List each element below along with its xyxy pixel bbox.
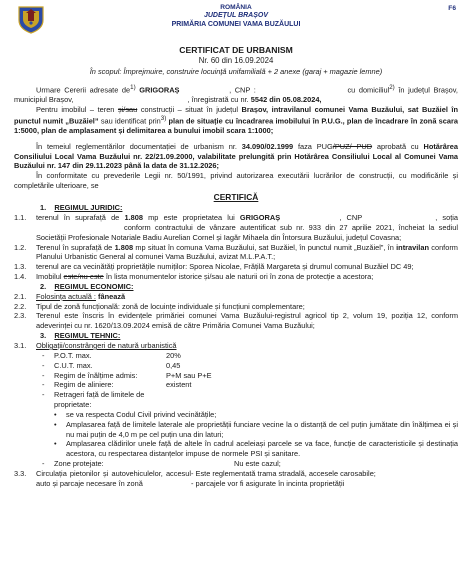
item-1-3: 1.3. terenul are ca vecinătăți proprietățile numiților: Sporea Nicolae, Frățilă Margareta și drumul comunal Buzăiel DC 49; [14, 262, 414, 272]
document-title: CERTIFICAT DE URBANISM [179, 45, 293, 55]
letterhead [14, 3, 458, 37]
section-heading-economic: 2. REGIMUL ECONOMIC: [40, 281, 134, 291]
current-use-value: fânează [98, 291, 126, 301]
section-heading-tehnic: 3. REGIMUL TEHNIC: [40, 331, 121, 341]
cut-row: - C.U.T. max. 0,45 [42, 360, 181, 370]
setbacks-row: - Retrageri față de limitele de proprietate: [42, 390, 145, 410]
certifies-heading: CERTIFICĂ [213, 192, 259, 202]
owner-name: GRIGORAȘ [239, 213, 281, 223]
item-2-1: 2.1. Folosința actuală : fânează [14, 291, 126, 301]
intro-paragraph-law: În conformitate cu prevederile Legii nr. 50/1991, privind autorizarea executării lucrărilor de construcții, cu modificările și completările ulterioare, se [14, 171, 458, 191]
county-name: JUDEȚUL BRAȘOV [203, 12, 269, 20]
intro-paragraph-legal-basis: În temeiul reglementărilor documentației de urbanism nr. 34.090/02.1999 faza PUG/PUZ/ PUD aprobată cu Hotărârea Consiliului Local Vama Buzăului nr. 22/21.09.2000, valabilitate prelungită prin Hotărârea Consiliului Local al Comunei Vama Buzăului nr. 147 din 29.11.2023 până la data de 31.12.2026; [14, 141, 458, 171]
country-name: ROMÂNIA [220, 4, 252, 11]
intro-paragraph-property: Pentru imobilul – teren și/sau construcții – situat în județul Brașov, intravilanul comunei Vama Buzăului, sat Buzăiel în punctul numit „Buzăiel” sau identificat prin$^{3)}$ plan de situație cu încadrarea imobilului în P.U.G., plan de încadrare în zonă scara 1:5000, plan de amplasament și delimitarea a bunului imobil scara 1:1000; [14, 104, 458, 135]
institution-name: PRIMĂRIA COMUNEI VAMA BUZĂULUI [171, 20, 301, 28]
document-number: Nr. 60 din 16.09.2024 [198, 56, 274, 66]
item-1-2: 1.2. Terenul în suprafață de 1.808 mp situat în comuna Vama Buzăului, sat Buzăiel, în punctul numit „Buzăiel”, în intravilan conform Planului Urbanistic General al comunei Vama Buzăului, avizat M.L.P.A.T.; [14, 242, 458, 262]
institution-block [14, 3, 458, 29]
item-3-1: 3.1. Obligații/constrângeri de natură urbanistică [14, 340, 177, 350]
setback-rule-civil-code: • se va respecta Codul Civil privind vecinătățile; [54, 409, 217, 419]
height-regime-row: - Regim de înălțime admis: P+M sau P+E [42, 370, 212, 380]
document-scope: În scopul: Împrejmuire, construire locuință unifamilială + 2 anexe (garaj + magazie lemne) [89, 66, 383, 76]
item-1-4: 1.4. Imobilul este/nu este în lista monumentelor istorice și/sau ale naturii ori în zona de protecție a acestora; [14, 272, 374, 282]
protected-zones-row: - Zone protejate: Nu este cazul; [42, 459, 281, 469]
coat-of-arms-icon [14, 4, 48, 34]
item-2-3: 2.3. Terenul este înscris în evidențele primăriei comunei Vama Buzăului-registrul agricol tip 2, volum 19, poziția 12, conform adeverinței cu nr. 1620/13.09.2024 emisă de către Primăria Comunei Vama Buzăului; [14, 311, 458, 331]
pot-row: - P.O.T. max. 20% [42, 350, 181, 360]
item-1-1: 1.1. terenul în suprafață de 1.808 mp este proprietatea lui GRIGORAȘ , CNP , soția conform contractului de vânzare autentificat sub nr. 933 din 27 aprilie 2021, încheiat la sediul Societății Profesionale Notariale Badiu Aurelian Cornel și Iagăr Mihaela din Întorsura Buzăului, județul Covasna; [14, 213, 459, 242]
item-2-2: 2.2. Tipul de zonă funcțională: zonă de locuințe individuale și funcțiuni complementare; [14, 301, 305, 311]
form-code: F6 [448, 5, 456, 12]
setback-rule-buildings: • Amplasarea clădirilor unele față de altele în cadrul aceleiași parcele se va face, funcție de caracteristicile și destinația acestora, cu respectarea distanțelor impuse de normele PSI și sanitare. [54, 439, 458, 459]
item-3-3: 3.3. Circulația pietonilor și autovehiculelor, accesul auto și parcaje necesare în zonă - Este reglementată trama stradală, accesele carosabile; - parcajele vor fi asigurate în incinta proprietății [14, 468, 376, 488]
intro-paragraph-applicant: Urmare Cererii adresate $de^{1)}$ GRIGORAȘ , CNP : cu domiciliul$^{2)}$ în județul Brașov, municipiul Brașov, , înregistrată cu nr. 5542 din 05.08.2024, [14, 83, 458, 104]
alignment-regime-row: - Regim de aliniere: existent [42, 380, 192, 390]
section-heading-juridic: 1. REGIMUL JURIDIC: [40, 203, 123, 213]
applicant-name: GRIGORAȘ [139, 85, 180, 95]
registration-number: 5542 [250, 94, 268, 104]
registration-date: 05.08.2024, [282, 94, 322, 104]
property-location: Brașov, intravilanul comunei Vama Buzăului, sat Buzăiel în punctul numit „Buzăiel” [14, 104, 458, 126]
setback-rule-lateral: • Amplasarea față de limitele laterale ale proprietății funciare vecine la o distanță de cel puțin jumătate din înălțimea ei și nu mai puțin de 4,0 m pe cel puțin una din laturi; [54, 419, 458, 439]
